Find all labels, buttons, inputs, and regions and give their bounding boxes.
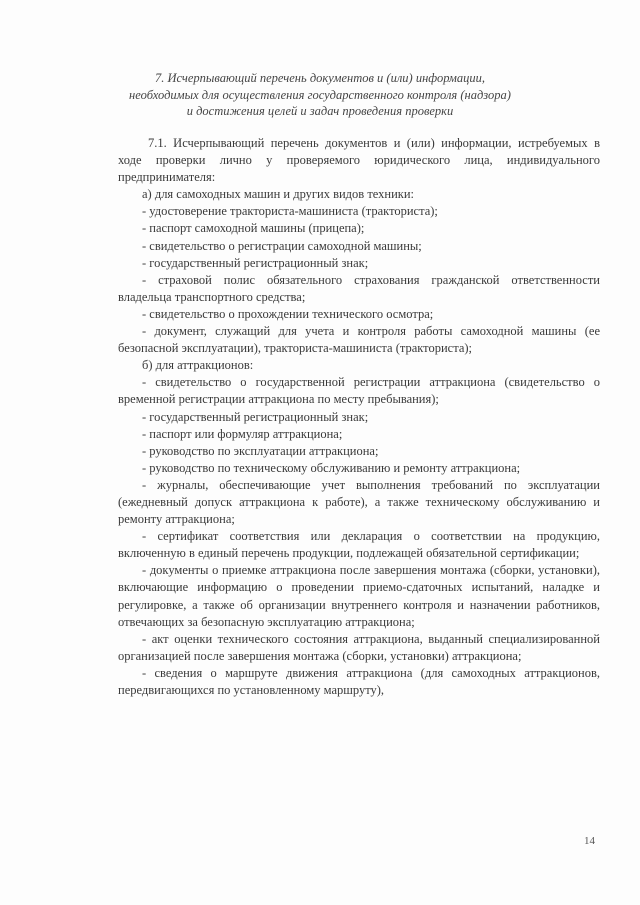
- list-item: - сертификат соответствия или декларация о соответствии на продукцию, включенную в единый перечень продукции, подлежащей обязательной сертификации;: [118, 529, 600, 561]
- list-item: - свидетельство о регистрации самоходной машины;: [142, 238, 422, 253]
- section-b-title: б) для аттракционов:: [142, 358, 254, 373]
- section-a-title: а) для самоходных машин и других видов техники:: [142, 187, 415, 202]
- list-item: - руководство по эксплуатации аттракциона;: [142, 443, 379, 458]
- page-number: 14: [584, 835, 595, 847]
- list-item: - документы о приемке аттракциона после завершения монтажа (сборки, установки), включающие информацию о проведении приемо-сдаточных испытаний, наладке и регулировке, а также об организации внутреннего контроля и назначении работников, отвечающих за безопасную эксплуатацию аттракциона;: [118, 563, 600, 629]
- list-item: - удостоверение тракториста-машиниста (тракториста);: [142, 204, 438, 219]
- heading-line-1: 7. Исчерпывающий перечень документов и (или) информации,: [155, 71, 485, 85]
- list-item: - государственный регистрационный знак;: [142, 409, 369, 424]
- list-item: - страховой полис обязательного страхования гражданской ответственности владельца транспортного средства;: [118, 272, 600, 304]
- list-item: - свидетельство о прохождении технического осмотра;: [142, 306, 434, 321]
- list-item: - журналы, обеспечивающие учет выполнения требований по эксплуатации (ежедневный допуск аттракциона к работе), а также техническому обслуживанию и ремонту аттракциона;: [118, 477, 600, 527]
- list-item: - паспорт или формуляр аттракциона;: [142, 426, 343, 441]
- heading-line-3: и достижения целей и задач проведения проверки: [186, 104, 454, 118]
- document-body: [118, 135, 600, 699]
- section-heading: [120, 70, 520, 120]
- heading-line-2: необходимых для осуществления государственного контроля (надзора): [129, 87, 511, 102]
- list-item: - свидетельство о государственной регистрации аттракциона (свидетельство о временной регистрации аттракциона по месту пребывания);: [118, 375, 600, 407]
- list-item: - сведения о маршруте движения аттракциона (для самоходных аттракционов, передвигающихся по установленному маршруту),: [118, 665, 600, 697]
- list-item: - документ, служащий для учета и контроля работы самоходной машины (ее безопасной эксплуатации), тракториста-машиниста (тракториста);: [118, 324, 600, 356]
- intro-paragraph: 7.1. Исчерпывающий перечень документов и (или) информации, истребуемых в ходе проверки лично у проверяемого юридического лица, индивидуального предпринимателя:: [118, 136, 600, 185]
- list-item: - акт оценки технического состояния аттракциона, выданный специализированной организацией после завершения монтажа (сборки, установки) аттракциона;: [118, 631, 600, 663]
- list-item: - руководство по техническому обслуживанию и ремонту аттракциона;: [142, 460, 521, 475]
- list-item: - паспорт самоходной машины (прицепа);: [142, 221, 365, 236]
- list-item: - государственный регистрационный знак;: [142, 255, 369, 270]
